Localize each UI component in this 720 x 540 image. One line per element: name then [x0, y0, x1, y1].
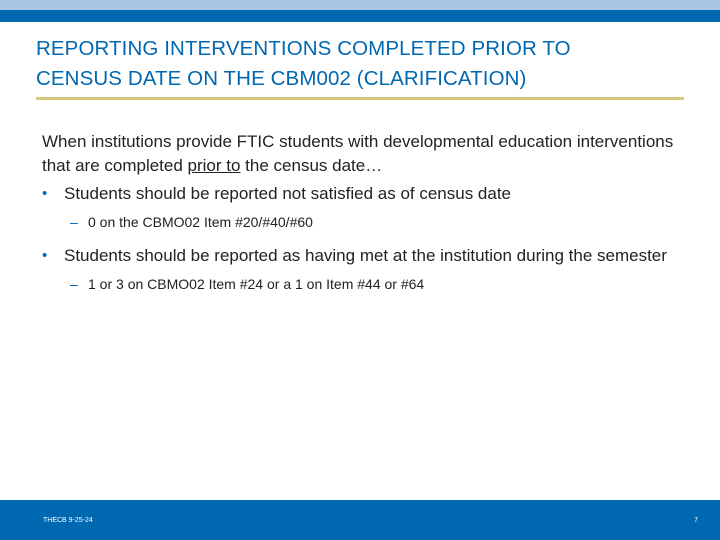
- sub-bullet-item: [42, 212, 682, 232]
- intro-text-after: the census date…: [240, 156, 383, 175]
- sub-bullet-item: [42, 274, 682, 294]
- slide-title: [36, 34, 686, 94]
- intro-underlined-text: prior to: [187, 156, 241, 175]
- bullet-text: Students should be reported not satisfied as of census date: [64, 184, 512, 203]
- bullet-text: Students should be reported as having met at the institution during the semester: [64, 246, 667, 265]
- footer-bar: [0, 500, 720, 540]
- title-line-1: REPORTING INTERVENTIONS COMPLETED PRIOR TO: [36, 37, 571, 60]
- title-line-2: CENSUS DATE ON THE CBM002 (CLARIFICATION): [36, 67, 527, 90]
- page-number: 7: [694, 517, 698, 524]
- dash-icon: –: [70, 276, 78, 292]
- footer-date-label: THECB 9-25-24: [43, 517, 93, 524]
- intro-text-before: When institutions provide FTIC students with developmental education interventions that are completed: [42, 132, 674, 175]
- dash-icon: –: [70, 214, 78, 230]
- top-bar-dark: [0, 10, 720, 22]
- bullet-item: [42, 182, 682, 206]
- bullet-icon: •: [42, 185, 48, 202]
- sub-bullet-text: 1 or 3 on CBMO02 Item #24 or a 1 on Item #44 or #64: [88, 276, 425, 292]
- sub-bullet-text: 0 on the CBMO02 Item #20/#40/#60: [88, 214, 313, 230]
- top-bar-light: [0, 0, 720, 10]
- bullet-icon: •: [42, 247, 48, 264]
- slide-body: [42, 130, 682, 294]
- bullet-item: [42, 244, 682, 268]
- title-divider: [36, 97, 684, 100]
- intro-paragraph: [42, 130, 682, 178]
